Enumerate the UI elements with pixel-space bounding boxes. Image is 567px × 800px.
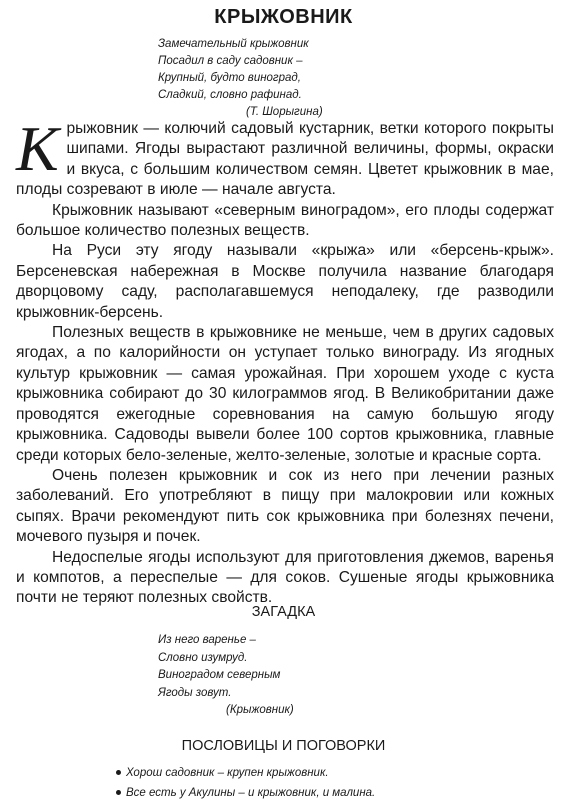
article-paragraph: Полезных веществ в крыжовнике не меньше, чем в других садовых ягодах, а по калорийности он уступает только винограду. Из ягодных культур крыжовник — самая урожайная. При хорошем уходе с куста крыжовника собирают до 30 килограммов ягод. В Великобритании даже проводятся ежегодные соревнования на самую большую ягоду крыжовника. Садоводы вывели более 100 сортов крыжовника, главные среди которых бело-зеленые, желто-зеленые, золотые и красные сорта. xyxy=(16,324,554,464)
riddle-answer: (Крыжовник) xyxy=(226,704,294,716)
epigraph-line: Замечательный крыжовник xyxy=(158,38,309,50)
riddle xyxy=(158,632,294,720)
article-body xyxy=(16,113,554,609)
article-paragraph: Очень полезен крыжовник и сок из него при лечении разных заболеваний. Его употребляют в пищу при малокровии или кожных сыпях. Врачи рекомендуют пить сок крыжовника при болезнях печени, мочевого пузыря и почек. xyxy=(16,466,554,546)
riddle-line: Из него варенье – xyxy=(158,634,256,646)
riddle-line: Словно изумруд. xyxy=(158,651,248,664)
paragraph-text: рыжовник — колючий садовый кустарник, ветки которого покрыты шипами. Ягоды вырастают различной величины, формы, окраски и вкуса, с большим количеством семян. Цветет крыжовник в мае, плоды созревают в июле — начале августа. xyxy=(16,120,554,199)
proverb-item xyxy=(116,763,375,783)
article-paragraph xyxy=(16,113,554,201)
epigraph xyxy=(158,36,323,121)
article-paragraph: На Руси эту ягоду называли «крыжа» или «берсень-крыж». Берсеневская набережная в Москве получила название благодаря дворцовому саду, располагавшемуся неподалеку, где разводили крыжовник-берсень. xyxy=(16,242,554,321)
article-paragraph: Недоспелые ягоды используют для приготовления джемов, варенья и компотов, а переспелые — для соков. Сушеные ягоды крыжовника почти не теряют полезных свойств. xyxy=(16,548,554,607)
riddle-heading: ЗАГАДКА xyxy=(251,604,316,620)
proverb-item xyxy=(116,783,375,800)
proverbs-heading: ПОСЛОВИЦЫ И ПОГОВОРКИ xyxy=(181,738,386,754)
proverb-text: Хорош садовник – крупен крыжовник. xyxy=(126,767,329,779)
epigraph-author: (Т. Шорыгина) xyxy=(246,106,323,118)
drop-cap: К xyxy=(16,113,59,184)
article-paragraph: Крыжовник называют «северным виноградом», его плоды содержат большое количество полезных веществ. xyxy=(16,201,554,240)
riddle-line: Ягоды зовут. xyxy=(158,686,232,699)
bullet-icon xyxy=(116,790,121,795)
page-title: КРЫЖОВНИК xyxy=(214,6,353,28)
epigraph-line: Сладкий, словно рафинад. xyxy=(158,89,302,101)
epigraph-line: Крупный, будто виноград, xyxy=(158,72,301,84)
riddle-line: Виноградом северным xyxy=(158,669,281,681)
epigraph-line: Посадил в саду садовник – xyxy=(158,55,303,67)
proverbs-list xyxy=(116,763,375,800)
bullet-icon xyxy=(116,770,121,775)
proverb-text: Все есть у Акулины – и крыжовник, и малина. xyxy=(126,787,376,799)
